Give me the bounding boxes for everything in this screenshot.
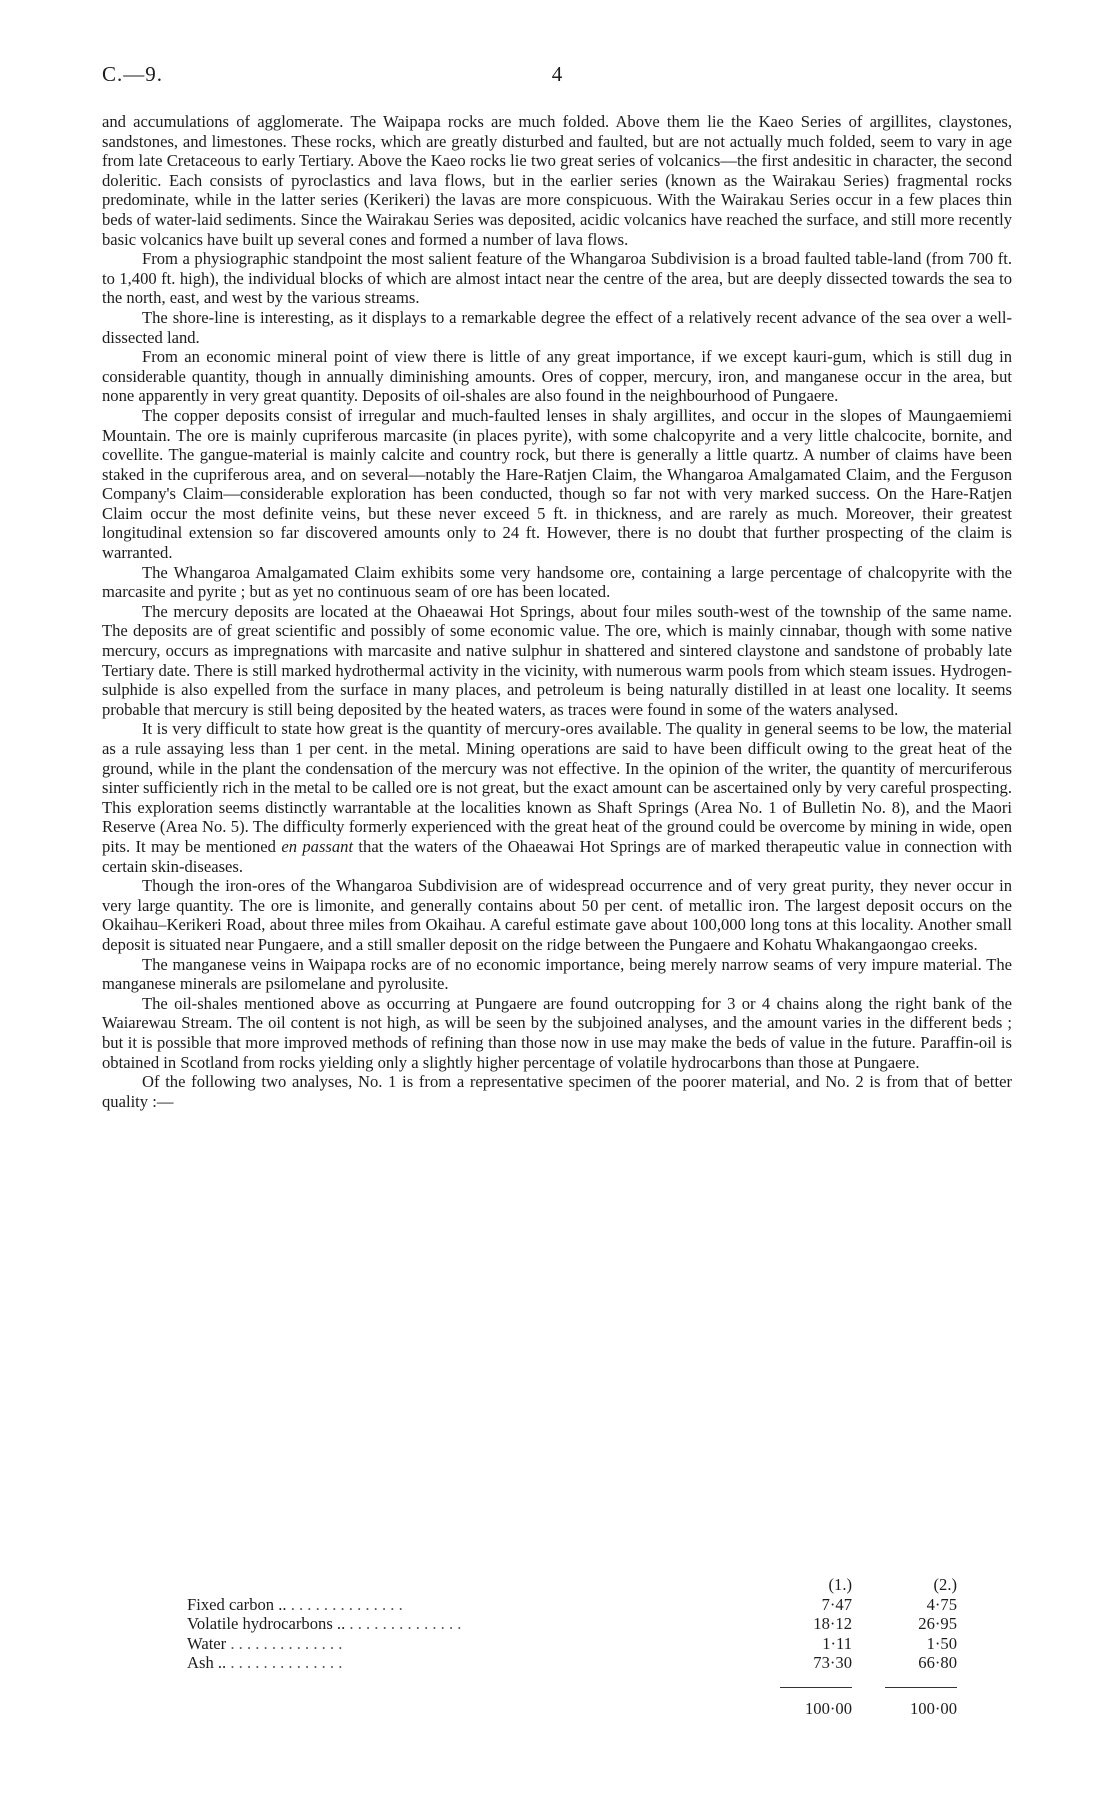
value-cell: 66·80 xyxy=(918,1653,957,1673)
column-header: (2.) xyxy=(933,1575,957,1594)
table-row xyxy=(187,1653,957,1673)
paragraph: The mercury deposits are located at the Ohaeawai Hot Springs, about four miles south-west of the township of the same name. The deposits are of great scientific and possibly of some economic value. The ore, which is mainly cinnabar, though with some native mercury, occurs as impregnations with marcasite and native sulphur in shattered and sintered claystone and sandstone of probably late Tertiary date. There is still marked hydrothermal activity in the vicinity, with numerous warm pools from which steam issues. Hydrogen-sulphide is also expelled from the surface in many places, and petroleum is being naturally distilled in at least one locality. It seems probable that mercury is still being deposited by the heated waters, as traces were found in some of the waters analysed. xyxy=(102,601,1012,719)
dot-leader: . . . . . . . . . . . . . . xyxy=(230,1633,343,1653)
total-cell: 100·00 xyxy=(804,1698,852,1718)
dot-leader: . . . . . . . . . . . . . . xyxy=(290,1594,403,1614)
sum-rule xyxy=(885,1687,957,1688)
paragraph: and accumulations of agglomerate. The Waipapa rocks are much folded. Above them lie the Kaeo Series of argillites, claystones, sandstones, and limestones. These rocks, which are greatly disturbed and faulted, but are not actually much folded, seem to vary in age from late Cretaceous to early Tertiary. Above the Kaeo rocks lie two great series of volcanics—the first andesitic in character, the second doleritic. Each consists of pyroclastics and lava flows, but in the earlier series (known as the Wairakau Series) fragmental rocks predominate, while in the latter series (Kerikeri) the lavas are more conspicuous. With the Wairakau Series occur in a few places thin beds of water-laid sediments. Since the Wairakau Series was deposited, acidic volcanics have reached the surface, and still more recently basic volcanics have built up several cones and formed a number of lava flows. xyxy=(102,112,1012,249)
row-label: Water xyxy=(187,1633,227,1653)
paragraph: The oil-shales mentioned above as occurring at Pungaere are found outcropping for 3 or 4 chains along the right bank of the Waiarewau Stream. The oil content is not high, as will be seen by the subjoined analyses, and the amount varies in the different beds ; but it is possible that more improved methods of refining than those now in use may make the beds of value in the future. Paraffin-oil is obtained in Scotland from rocks yielding only a slightly higher percentage of volatile hydrocarbons than those at Pungaere. xyxy=(102,993,1012,1072)
paragraph: From a physiographic standpoint the most salient feature of the Whangaroa Subdivision is a broad faulted table-land (from 700 ft. to 1,400 ft. high), the individual blocks of which are almost intact near the centre of the area, but are deeply dissected towards the sea to the north, east, and west by the various streams. xyxy=(102,249,1012,308)
body-text xyxy=(102,112,1012,1111)
value-cell: 18·12 xyxy=(813,1614,852,1634)
dot-leader: . . . . . . . . . . . . . . xyxy=(349,1614,462,1634)
paragraph: The shore-line is interesting, as it displays to a remarkable degree the effect of a relatively recent advance of the sea over a well-dissected land. xyxy=(102,307,1012,347)
paragraph: The manganese veins in Waipapa rocks are of no economic importance, being merely narrow seams of very impure material. The manganese minerals are psilomelane and pyrolusite. xyxy=(102,954,1012,994)
paragraph: The Whangaroa Amalgamated Claim exhibits some very handsome ore, containing a large percentage of chalcopyrite with the marcasite and pyrite ; but as yet no continuous seam of ore has been located. xyxy=(102,562,1012,602)
paragraph: Though the iron-ores of the Whangaroa Subdivision are of widespread occurrence and of very great purity, they never occur in very large quantity. The ore is limonite, and generally contains about 50 per cent. of metallic iron. The largest deposit occurs on the Okaihau–Kerikeri Road, about three miles from Okaihau. A careful estimate gave about 100,000 long tons at this locality. Another small deposit is situated near Pungaere, and a still smaller deposit on the ridge between the Pungaere and Kohatu Whakangaongao creeks. xyxy=(102,876,1012,954)
paragraph-text: that the waters of the Ohaeawai Hot Springs are of marked therapeutic value in connection with certain skin-diseases. xyxy=(102,836,1012,876)
value-cell: 26·95 xyxy=(918,1614,957,1634)
row-label: Fixed carbon .. xyxy=(187,1594,287,1614)
value-cell: 7·47 xyxy=(821,1594,852,1614)
rule-row xyxy=(187,1673,957,1693)
page-header xyxy=(102,62,1012,90)
table-header-row xyxy=(187,1575,957,1595)
row-label: Volatile hydrocarbons .. xyxy=(187,1614,346,1634)
value-cell: 73·30 xyxy=(813,1653,852,1673)
page-number: 4 xyxy=(551,62,563,86)
italic-phrase: en passant xyxy=(281,836,354,856)
paragraph: The copper deposits consist of irregular and much-faulted lenses in shaly argillites, and occur in the slopes of Maungaemiemi Mountain. The ore is mainly cupriferous marcasite (in places pyrite), with some chalcopyrite and a very little chalcocite, bornite, and covellite. The gangue-material is mainly calcite and country rock, but there is generally a little quartz. A number of claims have been staked in the cupriferous area, and on several—notably the Hare-Ratjen Claim, the Whangaroa Amalgamated Claim, and the Ferguson Company's Claim—considerable exploration has been conducted, though so far not with very marked success. On the Hare-Ratjen Claim occur the most definite veins, but these never exceed 5 ft. in thickness, and are rarely as much. Moreover, their greatest longitudinal extension so far discovered amounts only to 24 ft. However, there is no doubt that further prospecting of the claim is warranted. xyxy=(102,405,1012,563)
paragraph: From an economic mineral point of view there is little of any great importance, if we except kauri-gum, which is still dug in considerable quantity, though in annually diminishing amounts. Ores of copper, mercury, iron, and manganese occur in the area, but none apparently in very great quantity. Deposits of oil-shales are also found in the neighbourhood of Pungaere. xyxy=(102,347,1012,406)
value-cell: 1·11 xyxy=(822,1633,852,1653)
paragraph xyxy=(102,719,1012,876)
row-label: Ash .. xyxy=(187,1653,227,1673)
column-header: (1.) xyxy=(828,1575,852,1594)
sum-rule xyxy=(780,1687,852,1688)
total-row xyxy=(187,1693,957,1719)
table-row xyxy=(187,1595,957,1615)
value-cell: 1·50 xyxy=(926,1633,957,1653)
paragraph-text: It is very difficult to state how great is the quantity of mercury-ores available. The quality in general seems to be low, the material as a rule assaying less than 1 per cent. in the metal. Mining operations are said to have been difficult owing to the great heat of the ground, while in the plant the condensation of the mercury was not effective. In the opinion of the writer, the quantity of mercuriferous sinter sufficiently rich in the metal to be called ore is not great, but the exact amount can be ascertained only by very careful prospecting. This exploration seems distinctly warrantable at the localities known as Shaft Springs (Area No. 1 of Bulletin No. 8), and the Maori Reserve (Area No. 5). The difficulty formerly experienced with the great heat of the ground could be overcome by mining in wide, open pits. It may be mentioned xyxy=(102,719,1012,856)
paragraph: Of the following two analyses, No. 1 is from a representative specimen of the poorer material, and No. 2 is from that of better quality :— xyxy=(102,1072,1012,1111)
table-row xyxy=(187,1634,957,1654)
report-reference: C.—9. xyxy=(102,62,164,86)
dot-leader: . . . . . . . . . . . . . . xyxy=(230,1653,343,1673)
value-cell: 4·75 xyxy=(926,1594,957,1614)
analyses-table xyxy=(187,1575,957,1718)
total-cell: 100·00 xyxy=(909,1698,957,1718)
table-row xyxy=(187,1614,957,1634)
